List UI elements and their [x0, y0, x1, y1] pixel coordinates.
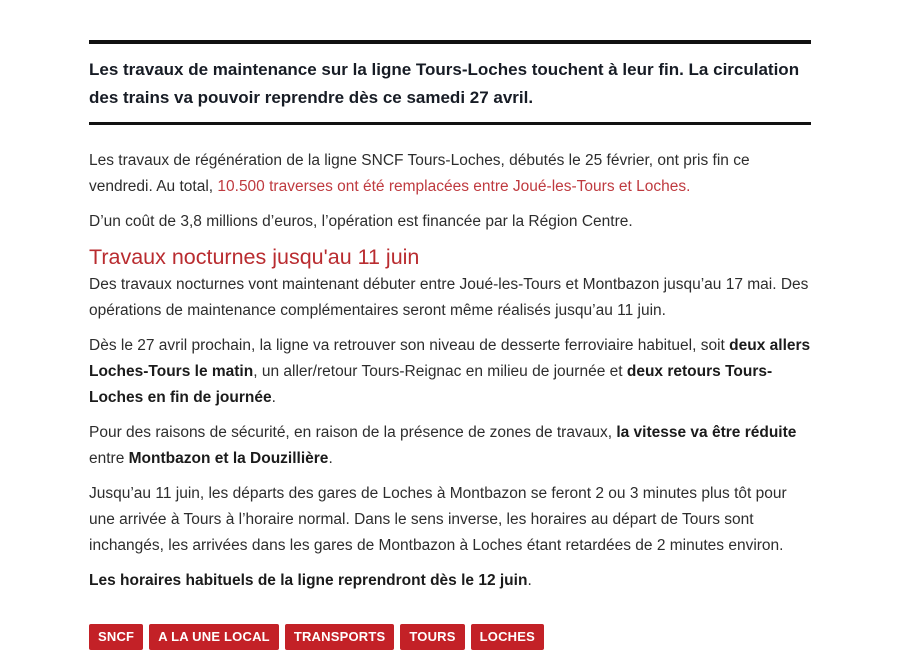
text-run: Les travaux de régénération de la ligne SNCF Tours-Loches, débutés le 25 février, ont pris fin ce vendredi. Au total, — [89, 152, 750, 195]
tag-loches[interactable]: LOCHES — [471, 624, 544, 650]
tag-a-la-une-local[interactable]: A LA UNE LOCAL — [149, 624, 279, 650]
text-run: , un aller/retour Tours-Reignac en milieu de journée et — [253, 363, 627, 380]
bold-text-run: Montbazon et la Douzillière — [128, 450, 329, 467]
standfirst-rule — [89, 122, 811, 125]
paragraph-conclusion — [89, 568, 811, 594]
paragraph-cost — [89, 209, 811, 235]
article-standfirst: Les travaux de maintenance sur la ligne Tours-Loches touchent à leur fin. La circulation des trains va pouvoir reprendre dès ce samedi 27 avril. — [89, 60, 800, 107]
bold-text-run: Les horaires habituels de la ligne reprendront dès le 12 juin — [89, 572, 528, 589]
bold-text-run: deux retours Tours-Loches en fin de journée — [89, 363, 773, 406]
text-run: Des travaux nocturnes vont maintenant débuter entre Joué-les-Tours et Montbazon jusqu’au 17 mai. Des opérations de maintenance complémentaires seront même réalisés jusqu’au 11 juin. — [89, 276, 809, 319]
paragraph-night-works — [89, 272, 811, 324]
top-rule — [89, 40, 811, 44]
text-run: . — [271, 389, 276, 406]
paragraph-intro — [89, 148, 811, 200]
tag-sncf[interactable]: SNCF — [89, 624, 143, 650]
text-run: Jusqu’au 11 juin, les départs des gares de Loches à Montbazon se feront 2 ou 3 minutes plus tôt pour une arrivée à Tours à l’horaire normal. Dans le sens inverse, les horaires au départ de Tours sont inchangés, les arrivées dans les gares de Montbazon à Loches étant retardées de 2 minutes environ. — [89, 485, 787, 554]
tag-list — [89, 624, 811, 650]
inline-link[interactable]: 10.500 traverses ont été remplacées entre Joué-les-Tours et Loches. — [217, 178, 691, 195]
text-run: entre — [89, 450, 129, 467]
bold-text-run: deux allers Loches-Tours le matin — [89, 337, 811, 380]
article-body — [89, 148, 811, 594]
text-run: D’un coût de 3,8 millions d’euros, l’opération est financée par la Région Centre. — [89, 213, 633, 230]
bold-text-run: la vitesse va être réduite — [616, 424, 797, 441]
text-run: . — [527, 572, 532, 589]
tag-transports[interactable]: TRANSPORTS — [285, 624, 395, 650]
section-heading: Travaux nocturnes jusqu'au 11 juin — [89, 245, 420, 269]
paragraph-speed-limit — [89, 420, 811, 472]
paragraph-schedule-changes — [89, 481, 811, 559]
article-page — [89, 0, 811, 650]
text-run: Pour des raisons de sécurité, en raison de la présence de zones de travaux, — [89, 424, 617, 441]
text-run: . — [328, 450, 333, 467]
paragraph-service-level — [89, 333, 811, 411]
text-run: Dès le 27 avril prochain, la ligne va retrouver son niveau de desserte ferroviaire habituel, soit — [89, 337, 730, 354]
tag-tours[interactable]: TOURS — [400, 624, 464, 650]
